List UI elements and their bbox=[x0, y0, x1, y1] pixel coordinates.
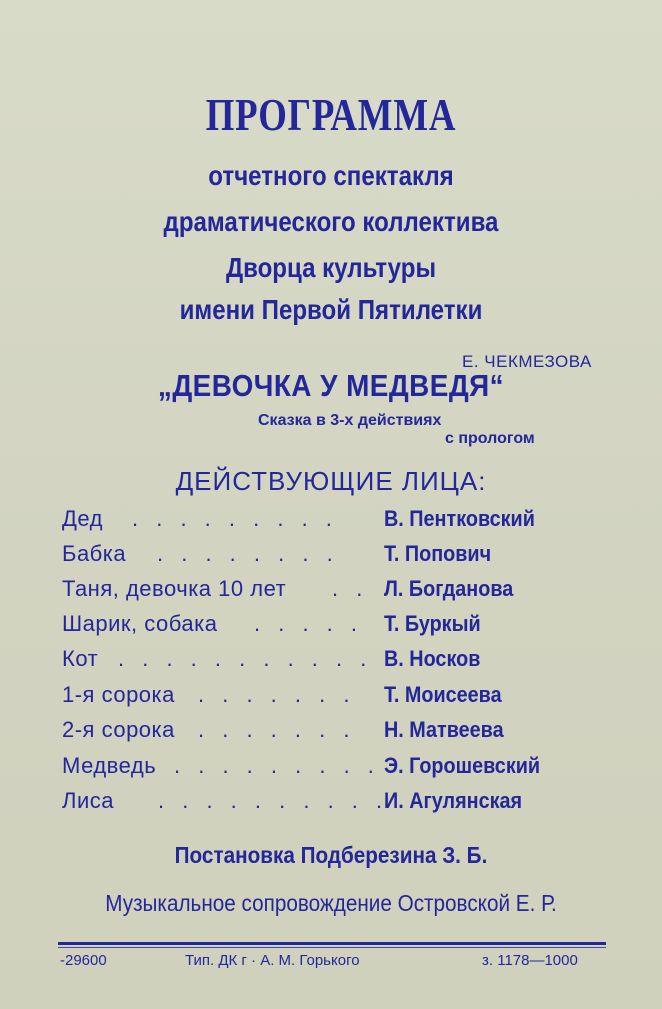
cast-actor: В. Пентковский bbox=[384, 506, 535, 531]
cast-leader-dots: . . . . . . . bbox=[198, 682, 356, 707]
cast-actor: В. Носков bbox=[384, 646, 481, 671]
cast-actor: Л. Богданова bbox=[384, 576, 514, 601]
music-credit: Музыкальное сопровождение Островской Е. Р. bbox=[105, 890, 557, 916]
footer-order: з. 1178—1000 bbox=[482, 952, 578, 969]
cast-role: Лиса bbox=[62, 788, 114, 813]
cast-leader-dots: . . . . . . . . . . . bbox=[118, 646, 373, 671]
cast-row bbox=[62, 576, 602, 610]
subtitle-line-4: имени Первой Пятилетки bbox=[179, 294, 483, 325]
cast-leader-dots: . . bbox=[332, 576, 369, 601]
cast-row bbox=[62, 788, 602, 822]
cast-role: 1-я сорока bbox=[62, 682, 175, 707]
cast-heading: ДЕЙСТВУЮЩИЕ ЛИЦА: bbox=[175, 466, 487, 496]
cast-role: 2-я сорока bbox=[62, 717, 175, 742]
subtitle-line-2: драматического коллектива bbox=[163, 206, 499, 237]
play-author: Е. ЧЕКМЕЗОВА bbox=[462, 352, 592, 371]
cast-row bbox=[62, 646, 602, 680]
program-title: ПРОГРАММА bbox=[205, 89, 457, 140]
cast-role: Медведь bbox=[62, 753, 157, 778]
footer-code: -29600 bbox=[60, 952, 107, 969]
cast-actor: Т. Моисеева bbox=[384, 682, 502, 707]
cast-row bbox=[62, 541, 602, 575]
director-credit: Постановка Подберезина З. Б. bbox=[174, 842, 488, 868]
cast-leader-dots: . . . . . bbox=[254, 611, 364, 636]
footer-printer: Тип. ДК г · А. М. Горького bbox=[185, 952, 360, 969]
cast-actor: Т. Буркый bbox=[384, 611, 481, 636]
play-genre: Сказка в 3-х действиях bbox=[258, 412, 442, 429]
cast-row bbox=[62, 753, 602, 787]
footer-rule bbox=[58, 942, 606, 945]
cast-actor: Э. Горошевский bbox=[384, 753, 541, 778]
play-title: „ДЕВОЧКА У МЕДВЕДЯ“ bbox=[157, 368, 505, 403]
cast-leader-dots: . . . . . . . . . bbox=[132, 506, 338, 531]
footer-rule-thin bbox=[58, 947, 606, 948]
cast-row bbox=[62, 611, 602, 645]
subtitle-line-1: отчетного спектакля bbox=[208, 160, 454, 191]
cast-leader-dots: . . . . . . . bbox=[198, 717, 356, 742]
cast-role: Дед bbox=[62, 506, 103, 531]
cast-actor: Т. Попович bbox=[384, 541, 492, 566]
cast-row bbox=[62, 717, 602, 751]
cast-row bbox=[62, 682, 602, 716]
cast-role: Таня, девочка 10 лет bbox=[62, 576, 287, 601]
cast-actor: Н. Матвеева bbox=[384, 717, 504, 742]
cast-actor: И. Агулянская bbox=[384, 788, 523, 813]
cast-role: Кот bbox=[62, 646, 99, 671]
cast-leader-dots: . . . . . . . . . . bbox=[158, 788, 389, 813]
play-genre-prologue: с прологом bbox=[445, 430, 535, 447]
cast-role: Шарик, собака bbox=[62, 611, 218, 636]
cast-leader-dots: . . . . . . . . bbox=[157, 541, 339, 566]
cast-leader-dots: . . . . . . . . . bbox=[174, 753, 380, 778]
subtitle-line-3: Дворца культуры bbox=[225, 252, 437, 283]
cast-row bbox=[62, 506, 602, 540]
cast-role: Бабка bbox=[62, 541, 127, 566]
